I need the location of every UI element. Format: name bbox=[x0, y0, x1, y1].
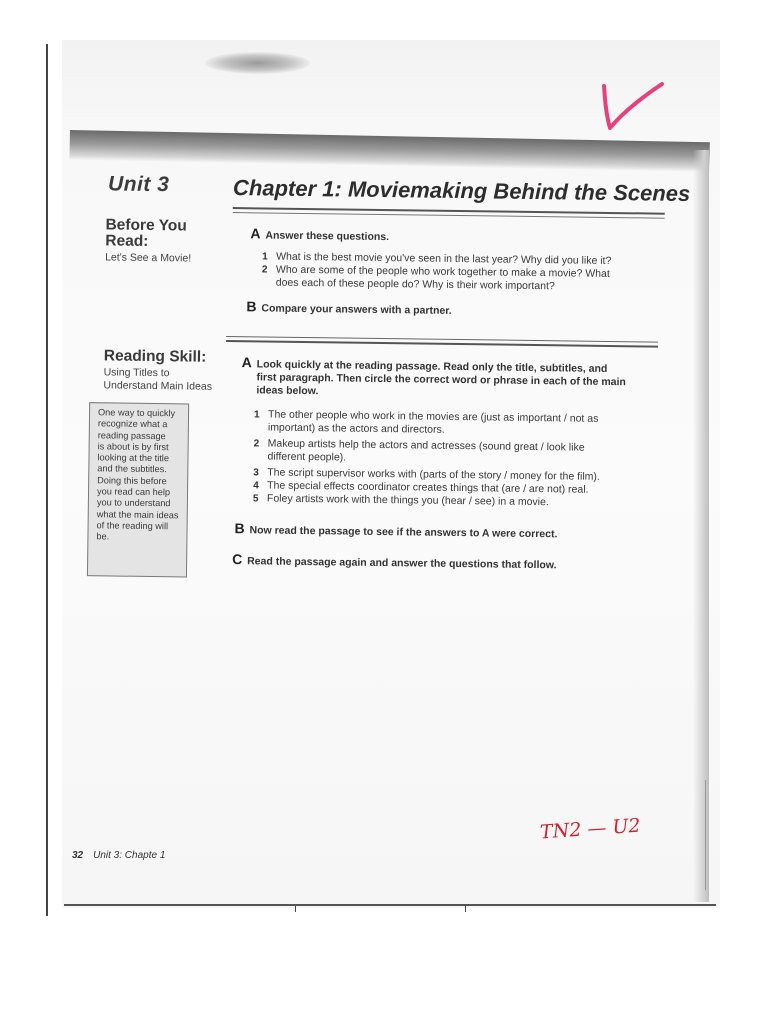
before-you-read-heading-line2: Read: bbox=[105, 232, 149, 250]
tip-line: One way to quickly bbox=[98, 407, 176, 419]
item-number: 1 bbox=[253, 409, 260, 421]
reading-skill-subtitle-line2: Understand Main Ideas bbox=[103, 378, 213, 393]
section-b-instruction: Now read the passage to see if the answers to A were correct. bbox=[249, 524, 558, 541]
reading-skill-subtitle-line1: Using Titles to bbox=[103, 366, 170, 380]
question-number: 2 bbox=[261, 264, 268, 276]
tip-line: what the main ideas bbox=[96, 508, 179, 521]
question-number: 1 bbox=[262, 251, 268, 263]
bottom-page-rule bbox=[64, 904, 716, 906]
item-text: The other people who work in the movies are (just as important / not as bbox=[267, 408, 599, 425]
bottom-tick bbox=[465, 906, 466, 912]
tip-line: be. bbox=[96, 531, 110, 542]
tip-line: you read can help bbox=[96, 486, 171, 498]
tip-line: is about is by first bbox=[97, 441, 169, 453]
tip-line: Doing this before bbox=[97, 475, 167, 486]
footer-label: Unit 3: Chapte 1 bbox=[93, 850, 166, 861]
tip-line: and the subtitles. bbox=[97, 463, 167, 475]
reading-skill-subtitle bbox=[103, 366, 212, 392]
before-you-read-subtitle: Let's See a Movie! bbox=[105, 251, 192, 265]
unit-title: Unit 3 bbox=[107, 172, 170, 197]
item-text-continued: important) as the actors and directors. bbox=[267, 421, 445, 436]
item-number: 5 bbox=[252, 493, 259, 505]
reading-skill-heading: Reading Skill: bbox=[103, 347, 207, 366]
section-b-letter: B bbox=[234, 520, 245, 537]
section-c-instruction: Read the passage again and answer the questions that follow. bbox=[247, 555, 557, 572]
section-a-instruction: Answer these questions. bbox=[265, 229, 390, 244]
section-a-instruction-line1: Look quickly at the reading passage. Read only the title, subtitles, and bbox=[256, 358, 608, 375]
handwritten-note: TN2 — U2 bbox=[539, 814, 642, 844]
question-text: Who are some of the people who work together to make a movie? What bbox=[275, 263, 610, 280]
section-a-instruction-line2: first paragraph. Then circle the correct word or phrase in each of the main bbox=[256, 371, 626, 389]
section-a-letter: A bbox=[241, 354, 252, 371]
section-c-letter: C bbox=[232, 551, 243, 568]
reading-skill-tip-box bbox=[87, 402, 189, 577]
section-a-instruction-line3: ideas below. bbox=[256, 384, 319, 398]
item-text: Foley artists work with the things you (hear / see) in a movie. bbox=[266, 492, 549, 509]
item-number: 3 bbox=[253, 467, 259, 479]
page-number: 32 bbox=[72, 850, 84, 861]
question-text-continued: does each of these people do? Why is their work important? bbox=[275, 276, 555, 293]
item-number: 4 bbox=[253, 480, 259, 492]
question-text: What is the best movie you've seen in the last year? Why did you like it? bbox=[276, 250, 612, 267]
before-you-read-heading-line1: Before You bbox=[105, 216, 187, 235]
chapter-title: Chapter 1: Moviemaking Behind the Scenes bbox=[232, 175, 691, 207]
item-text: The script supervisor works with (parts of the story / money for the film). bbox=[267, 466, 600, 483]
tip-line: you to understand bbox=[96, 497, 171, 509]
bottom-tick bbox=[295, 906, 296, 912]
section-b-letter: B bbox=[246, 298, 257, 315]
item-number: 2 bbox=[253, 438, 260, 450]
item-text: The special effects coordinator creates things that (are / are not) real. bbox=[267, 479, 589, 496]
section-b-instruction: Compare your answers with a partner. bbox=[261, 302, 452, 317]
tip-line: looking at the title bbox=[97, 452, 170, 464]
before-you-read-heading bbox=[105, 217, 187, 250]
tip-line: reading passage bbox=[97, 429, 166, 441]
page-footer bbox=[72, 850, 165, 861]
tip-line: of the reading will bbox=[96, 520, 169, 532]
item-text: Makeup artists help the actors and actresses (sound great / look like bbox=[267, 437, 585, 454]
item-text-continued: different people). bbox=[267, 450, 347, 464]
section-a-letter: A bbox=[250, 225, 261, 242]
tip-line: recognize what a bbox=[97, 418, 168, 430]
